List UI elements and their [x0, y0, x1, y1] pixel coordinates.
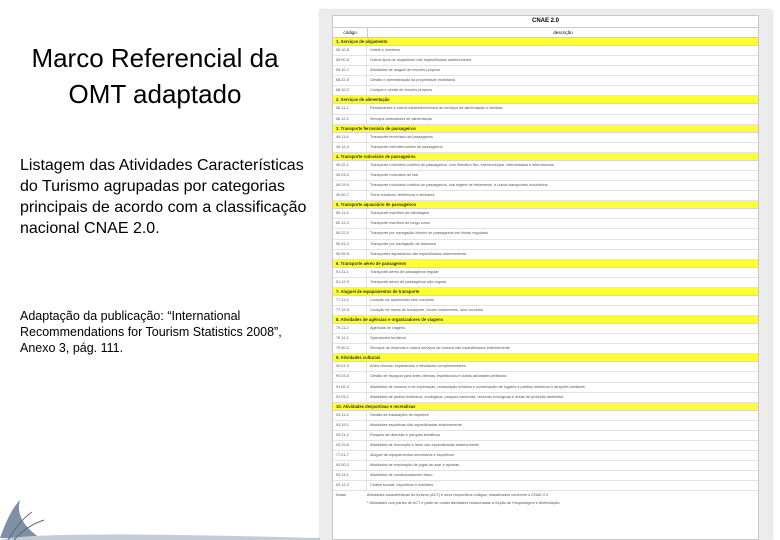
- activity-description: Atividades de condicionamento físico: [370, 473, 433, 478]
- table-row: [333, 76, 758, 86]
- table-row: [333, 268, 758, 278]
- activity-description: Hotéis e similares: [370, 48, 400, 52]
- category-header: 1. Serviços de alojamento: [333, 38, 758, 46]
- table-row: [333, 344, 758, 354]
- activity-description: Transporte marítimo de cabotagem: [370, 211, 430, 216]
- activity-description: Transporte por navegação interior de passageiros em linhas regulares: [370, 231, 489, 236]
- activity-code: 90.03-5: [333, 372, 367, 381]
- activity-description: Transporte rodoviário de táxi: [370, 172, 419, 177]
- activity-description: Serviços ambulantes de alimentação: [370, 116, 433, 121]
- activity-description: Clubes sociais, esportivos e similares: [370, 483, 434, 488]
- activity-description: Transportes aquaviários não especificados anteriormente: [370, 251, 467, 256]
- activity-code: 56.12-1: [333, 115, 367, 124]
- activity-code: 49.29-9: [333, 181, 367, 190]
- table-row: [333, 46, 758, 56]
- activity-code: 50.22-0: [333, 229, 367, 238]
- activity-code: 55.10-8: [333, 46, 367, 55]
- table-note: [333, 491, 758, 499]
- column-description-header: descrição: [553, 30, 573, 35]
- category-header: 3. Transporte ferroviário de passageiros: [333, 125, 758, 133]
- activity-description: Transporte rodoviário coletivo de passageiros, sob regime de fretamento, e outros transportes rodoviários: [370, 183, 548, 188]
- table-note: [333, 499, 758, 507]
- activity-description: Parques de diversão e parques temáticos: [370, 432, 441, 437]
- activity-code: 51.11-1: [333, 268, 367, 277]
- column-code-header: código: [333, 28, 368, 37]
- table-row: [333, 372, 758, 382]
- activity-code: 93.19-1: [333, 421, 367, 430]
- activity-code: 68.22-6: [333, 76, 367, 85]
- table-header: [333, 28, 758, 38]
- table-row: [333, 86, 758, 96]
- activity-description: Atividades de jardins botânicos, zoológicos, parques nacionais, reservas ecológicas e áreas de proteção ambiental: [370, 394, 564, 399]
- activity-code: 92.00-3: [333, 461, 367, 470]
- activity-description: Serviços de reservas e outros serviços de turismo não especificados anteriormente: [370, 346, 510, 351]
- note-label: Notas: [336, 493, 346, 498]
- activity-description: Transporte por navegação de travessia: [370, 241, 436, 246]
- activity-code: 93.13-1: [333, 471, 367, 480]
- activity-description: Transporte ferroviário de passageiros: [370, 134, 433, 139]
- activity-code: 91.03-1: [333, 393, 367, 402]
- activity-description: Transporte metroferroviário de passageiros: [370, 144, 443, 149]
- activity-description: Outros tipos de alojamento não especificados anteriormente: [370, 58, 472, 63]
- activity-description: Gestão e administração da propriedade imobiliária: [370, 78, 455, 83]
- activity-code: 49.12-4: [333, 143, 367, 152]
- table-row: [333, 471, 758, 481]
- activity-code: 77.21-7: [333, 451, 367, 460]
- activity-description: Locação de automóveis sem condutor: [370, 297, 435, 302]
- activity-code: 93.21-2: [333, 431, 367, 440]
- activity-code: 93.29-8: [333, 441, 367, 450]
- category-header: 8. Atividades de agências e organizadores de viagens: [333, 316, 758, 324]
- category-header: 4. Transporte rodoviário de passageiros: [333, 153, 758, 161]
- table-row: [333, 229, 758, 239]
- activity-code: 49.22-1: [333, 161, 367, 170]
- table-row: [333, 56, 758, 66]
- note-text: * Atividades com partes de ACT e parte de outras atividades relacionadas à Seção de Hospedagem e Alimentação: [367, 501, 560, 506]
- table-row: [333, 461, 758, 471]
- activity-code: 49.11-6: [333, 133, 367, 142]
- note-label: [336, 500, 367, 506]
- category-header: 2. Serviços de alimentação: [333, 96, 758, 104]
- table-row: [333, 250, 758, 260]
- activity-code: 79.11-2: [333, 324, 367, 333]
- category-header: 9. Atividades culturais: [333, 354, 758, 362]
- table-row: [333, 240, 758, 250]
- table-row: [333, 451, 758, 461]
- activity-code: 49.23-0: [333, 171, 367, 180]
- activity-code: 50.11-4: [333, 209, 367, 218]
- activity-description: Transporte aéreo de passageiros regular: [370, 269, 439, 274]
- activity-code: 49.50-7: [333, 191, 367, 200]
- table-row: [333, 219, 758, 229]
- slide-description: Listagem das Atividades Características do Turismo agrupadas por categorias principais de acordo com a classificação nacional CNAE 2.0.: [20, 157, 307, 237]
- activity-code: 50.91-2: [333, 240, 367, 249]
- table-row: [333, 393, 758, 403]
- activity-code: 55.90-6: [333, 56, 367, 65]
- table-row: [333, 306, 758, 316]
- activity-description: Atividades esportivas não especificadas anteriormente: [370, 422, 462, 427]
- activity-code: 93.12-3: [333, 481, 367, 490]
- table-row: [333, 115, 758, 125]
- activity-description: Restaurantes e outros estabelecimentos de serviços de alimentação e bebidas: [370, 106, 503, 111]
- corner-decoration: [0, 500, 320, 540]
- activity-code: 77.11-0: [333, 296, 367, 305]
- slide-title: Marco Referencial da OMT adaptado: [31, 43, 279, 109]
- table-row: [333, 421, 758, 431]
- activity-description: Gestão de espaços para artes cênicas, espetáculos e outras atividades artísticas: [370, 374, 507, 379]
- activity-code: 68.10-2: [333, 86, 367, 95]
- table-notes: [333, 491, 758, 507]
- category-header: 6. Transporte aéreo de passageiros: [333, 260, 758, 268]
- activity-description: Atividades de exploração de jogos de azar e apostas: [370, 463, 460, 468]
- note-text: Atividades características do turismo (ACT) e seus respectivos códigos, classificados conforme a CNAE 2.0: [367, 493, 549, 498]
- table-title: CNAE 2.0: [333, 16, 758, 28]
- activity-description: Aluguel de equipamentos recreativos e esportivos: [370, 453, 455, 458]
- table-row: [333, 324, 758, 334]
- activity-description: Operadores turísticos: [370, 336, 407, 341]
- table-row: [333, 133, 758, 143]
- table-row: [333, 334, 758, 344]
- category-header: 5. Transporte aquaviário de passageiros: [333, 201, 758, 209]
- activity-description: Transporte marítimo de longo curso: [370, 221, 431, 226]
- activity-description: Gestão de instalações de esportes: [370, 412, 429, 417]
- table-row: [333, 383, 758, 393]
- activity-code: 50.99-8: [333, 250, 367, 259]
- activity-description: Agências de viagens: [370, 326, 406, 331]
- table-row: [333, 181, 758, 191]
- activity-description: Atividades de recreação e lazer não especificadas anteriormente: [370, 443, 480, 447]
- table-body: [333, 38, 758, 491]
- activity-code: 91.02-3: [333, 383, 367, 392]
- table-row: [333, 191, 758, 201]
- activity-description: Atividades de museus e de exploração, restauração artística e conservação de lugares e prédios históricos e atrações similares: [370, 384, 585, 389]
- activity-code: 50.12-2: [333, 219, 367, 228]
- activity-code: 79.90-2: [333, 344, 367, 353]
- activity-code: 56.11-2: [333, 104, 367, 113]
- table-row: [333, 66, 758, 76]
- activity-code: 90.01-9: [333, 362, 367, 371]
- activity-description: Locação de meios de transporte, exceto automóveis, sem condutor: [370, 307, 484, 312]
- table-row: [333, 278, 758, 288]
- activity-code: 93.11-5: [333, 411, 367, 420]
- activity-code: 55.10-7: [333, 66, 367, 75]
- activity-description: Atividades de aluguel de imóveis próprios: [370, 68, 441, 73]
- table-row: [333, 171, 758, 181]
- activity-code: 77.19-5: [333, 306, 367, 315]
- category-header: 7. Aluguel de equipamentos de transporte: [333, 288, 758, 296]
- table-row: [333, 143, 758, 153]
- table-row: [333, 296, 758, 306]
- activity-description: Transporte aéreo de passageiros não-regular: [370, 279, 447, 284]
- table-row: [333, 411, 758, 421]
- table-row: [333, 362, 758, 372]
- activity-description: Trens turísticos, teleféricos e similares: [370, 193, 435, 198]
- table-row: [333, 481, 758, 491]
- adaptation-note: Adaptação da publicação: “International Recommendations for Tourism Statistics 2008”, Anexo 3, pág. 111.: [20, 309, 282, 355]
- table-row: [333, 441, 758, 451]
- table-row: [333, 209, 758, 219]
- activity-code: 79.12-1: [333, 334, 367, 343]
- cnae-table-image: [320, 10, 772, 540]
- table-row: [333, 431, 758, 441]
- activity-code: 51.12-9: [333, 278, 367, 287]
- activity-description: Artes cênicas, espetáculos e atividades complementares: [370, 364, 466, 369]
- table-row: [333, 161, 758, 171]
- category-header: 10. Atividades desportivas e recreativas: [333, 403, 758, 411]
- table-row: [333, 104, 758, 114]
- activity-description: Compra e venda de imóveis próprios: [370, 88, 433, 93]
- activity-description: Transporte rodoviário coletivo de passageiros, com itinerário fixo, intermunicipal, interestadual e internacional: [370, 162, 554, 167]
- cnae-table: [332, 15, 759, 540]
